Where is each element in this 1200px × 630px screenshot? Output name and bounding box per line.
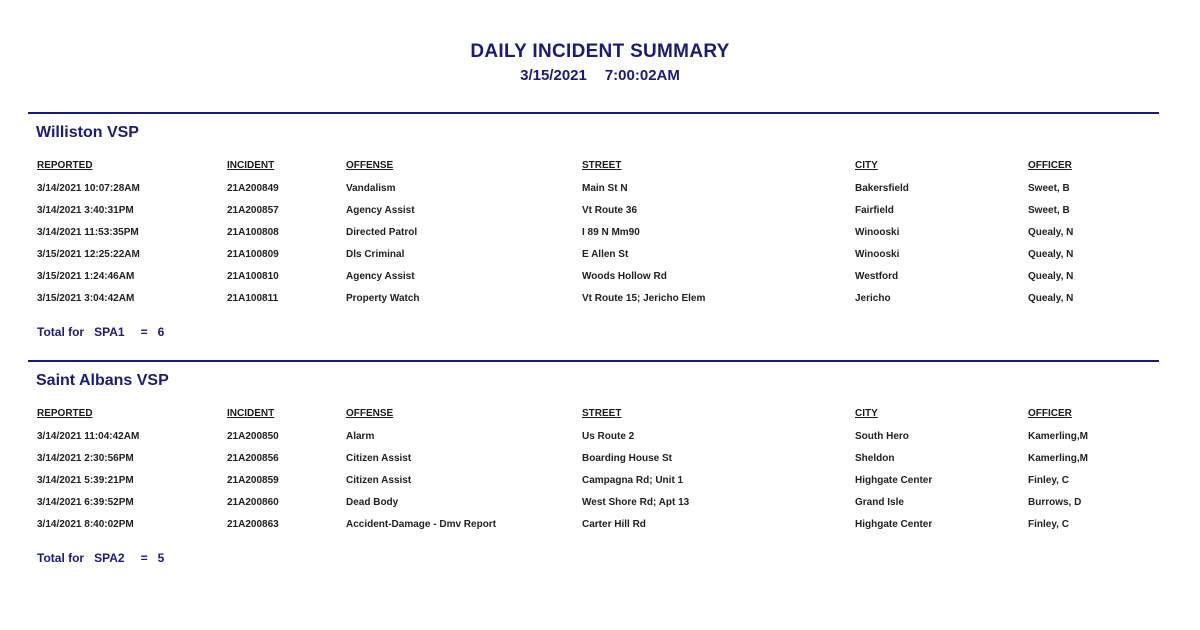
report-date: 3/15/2021 [520,67,587,84]
cell-city: Jericho [855,293,891,304]
cell-incident: 21A200863 [227,519,279,530]
cell-city: South Hero [855,431,909,442]
report-datetime [0,67,1200,84]
section-divider [28,360,1159,362]
cell-street: Vt Route 36 [582,205,638,216]
table-row [0,227,1200,249]
total-count: 6 [157,325,165,339]
cell-street: West Shore Rd; Apt 13 [582,497,690,508]
section-divider [28,112,1159,114]
cell-city: Grand Isle [855,497,904,508]
cell-incident: 21A100808 [227,227,279,238]
cell-city: Sheldon [855,453,895,464]
cell-city: Highgate Center [855,475,933,486]
cell-offense: Vandalism [346,183,396,194]
cell-street: Campagna Rd; Unit 1 [582,475,684,486]
cell-offense: Agency Assist [346,205,415,216]
cell-officer: Quealy, N [1028,271,1074,282]
column-header-reported: REPORTED [37,408,93,419]
cell-officer: Quealy, N [1028,227,1074,238]
cell-officer: Burrows, D [1028,497,1082,508]
cell-incident: 21A200860 [227,497,279,508]
table-row [0,519,1200,541]
column-header-officer: OFFICER [1028,408,1072,419]
cell-street: E Allen St [582,249,629,260]
table-header-row [0,160,1200,182]
table-row [0,431,1200,453]
table-header-row [0,408,1200,430]
cell-city: Fairfield [855,205,894,216]
total-equals: = [140,325,148,339]
cell-incident: 21A100809 [227,249,279,260]
cell-street: Boarding House St [582,453,673,464]
section-total [37,325,164,339]
cell-offense: Accident-Damage - Dmv Report [346,519,497,530]
cell-incident: 21A100810 [227,271,279,282]
cell-street: Us Route 2 [582,431,635,442]
cell-street: Woods Hollow Rd [582,271,667,282]
table-row [0,293,1200,315]
cell-city: Westford [855,271,899,282]
section-title: Williston VSP [36,124,139,141]
column-header-offense: OFFENSE [346,160,394,171]
cell-city: Winooski [855,227,900,238]
report-title: DAILY INCIDENT SUMMARY [470,41,730,62]
cell-reported: 3/14/2021 11:53:35PM [37,227,139,238]
cell-reported: 3/14/2021 5:39:21PM [37,475,134,486]
table-row [0,497,1200,519]
cell-city: Bakersfield [855,183,909,194]
column-header-officer: OFFICER [1028,160,1072,171]
column-header-incident: INCIDENT [227,408,275,419]
table-row [0,475,1200,497]
cell-reported: 3/14/2021 6:39:52PM [37,497,134,508]
cell-offense: Alarm [346,431,375,442]
cell-reported: 3/14/2021 10:07:28AM [37,183,140,194]
cell-offense: Citizen Assist [346,475,412,486]
cell-street: I 89 N Mm90 [582,227,640,238]
cell-officer: Sweet, B [1028,205,1070,216]
cell-offense: Dls Criminal [346,249,405,260]
cell-city: Winooski [855,249,900,260]
cell-officer: Sweet, B [1028,183,1070,194]
total-code: SPA1 [94,325,125,339]
cell-reported: 3/15/2021 1:24:46AM [37,271,135,282]
column-header-city: CITY [855,160,878,171]
cell-incident: 21A100811 [227,293,279,304]
cell-officer: Finley, C [1028,475,1069,486]
column-header-reported: REPORTED [37,160,93,171]
cell-reported: 3/14/2021 8:40:02PM [37,519,134,530]
cell-officer: Kamerling,M [1028,453,1089,464]
report-time: 7:00:02AM [604,67,680,84]
table-row [0,183,1200,205]
column-header-city: CITY [855,408,878,419]
column-header-street: STREET [582,160,622,171]
column-header-offense: OFFENSE [346,408,394,419]
cell-reported: 3/14/2021 2:30:56PM [37,453,134,464]
cell-incident: 21A200859 [227,475,279,486]
cell-officer: Quealy, N [1028,293,1074,304]
cell-officer: Quealy, N [1028,249,1074,260]
cell-offense: Agency Assist [346,271,415,282]
cell-offense: Directed Patrol [346,227,418,238]
cell-offense: Property Watch [346,293,420,304]
cell-officer: Kamerling,M [1028,431,1089,442]
cell-reported: 3/14/2021 3:40:31PM [37,205,134,216]
column-header-incident: INCIDENT [227,160,275,171]
cell-street: Main St N [582,183,628,194]
total-equals: = [140,551,148,565]
table-row [0,453,1200,475]
cell-street: Vt Route 15; Jericho Elem [582,293,706,304]
cell-officer: Finley, C [1028,519,1069,530]
cell-incident: 21A200850 [227,431,279,442]
cell-incident: 21A200849 [227,183,279,194]
table-row [0,271,1200,293]
total-code: SPA2 [94,551,125,565]
column-header-street: STREET [582,408,622,419]
cell-reported: 3/15/2021 12:25:22AM [37,249,140,260]
section-total [37,551,164,565]
cell-offense: Dead Body [346,497,399,508]
cell-incident: 21A200856 [227,453,279,464]
cell-reported: 3/15/2021 3:04:42AM [37,293,135,304]
cell-incident: 21A200857 [227,205,279,216]
cell-offense: Citizen Assist [346,453,412,464]
cell-street: Carter Hill Rd [582,519,646,530]
cell-reported: 3/14/2021 11:04:42AM [37,431,140,442]
total-label: Total for [37,325,85,339]
table-row [0,249,1200,271]
total-count: 5 [157,551,165,565]
section-title: Saint Albans VSP [36,372,169,389]
table-row [0,205,1200,227]
cell-city: Highgate Center [855,519,933,530]
total-label: Total for [37,551,85,565]
